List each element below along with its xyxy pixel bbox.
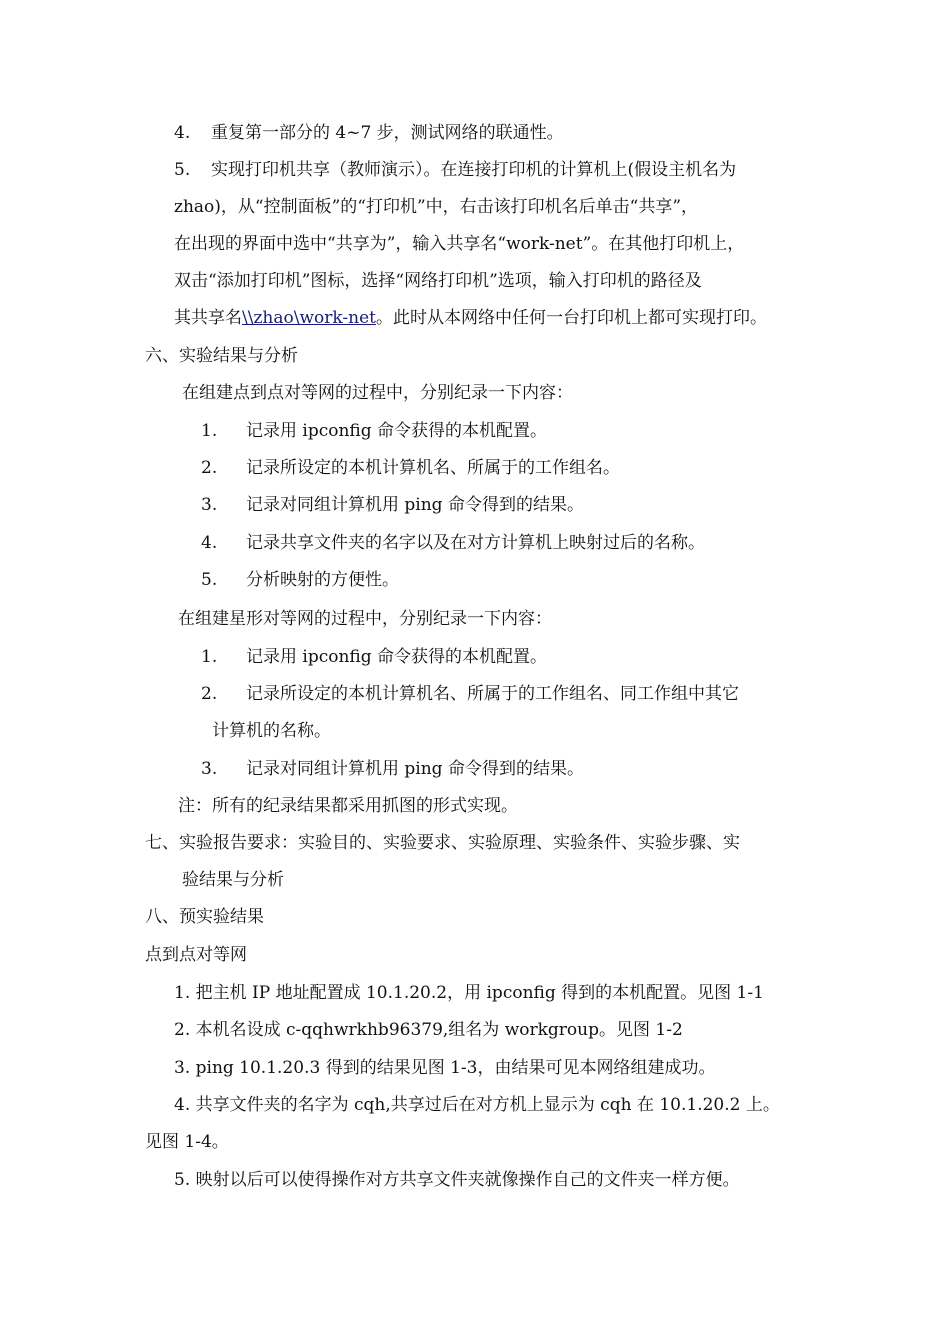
result-item-2: 2. 本机名设成 c-qqhwrkhb96379,组名为 workgroup。见图 1-2 <box>174 1020 683 1040</box>
step-text: 实现打印机共享（教师演示）。在连接打印机的计算机上(假设主机名为 <box>211 160 737 180</box>
p2p-intro: 在组建点到点对等网的过程中，分别纪录一下内容： <box>182 383 573 403</box>
star-item-3 <box>201 758 584 780</box>
step-text: 其共享名 <box>174 308 242 328</box>
star-item-2-cont: 计算机的名称。 <box>212 721 331 741</box>
star-item-2 <box>201 683 739 705</box>
item-text: 记录对同组计算机用 ping 命令得到的结果。 <box>246 495 584 515</box>
share-path-link[interactable]: \\zhao\work-net <box>242 308 376 328</box>
result-item-4-cont: 见图 1-4。 <box>145 1132 229 1152</box>
item-text: 记录共享文件夹的名字以及在对方计算机上映射过后的名称。 <box>246 533 705 553</box>
result-item-1: 1. 把主机 IP 地址配置成 10.1.20.2，用 ipconfig 得到的本机配置。见图 1-1 <box>174 983 764 1003</box>
result-item-3: 3. ping 10.1.20.3 得到的结果见图 1-3，由结果可见本网络组建成功。 <box>174 1058 716 1078</box>
item-number: 2. <box>201 684 218 704</box>
step-5-line-2: zhao)，从“控制面板”的“打印机”中，右击该打印机名后单击“共享”， <box>174 197 699 217</box>
step-text: 。此时从本网络中任何一台打印机上都可实现打印。 <box>375 308 767 328</box>
step-5-line-1 <box>174 159 736 181</box>
step-text: 重复第一部分的 4~7 步，测试网络的联通性。 <box>211 123 564 143</box>
p2p-item-2 <box>201 457 620 479</box>
section-7-line-2: 验结果与分析 <box>182 870 284 890</box>
item-text: 记录对同组计算机用 ping 命令得到的结果。 <box>246 759 584 779</box>
step-number: 5. <box>174 160 191 180</box>
section-8-heading: 八、预实验结果 <box>145 907 264 927</box>
item-number: 3. <box>201 495 218 515</box>
item-number: 4. <box>201 533 218 553</box>
item-number: 1. <box>201 647 218 667</box>
step-5-line-4: 双击“添加打印机”图标，选择“网络打印机”选项，输入打印机的路径及 <box>174 271 702 291</box>
step-number: 4. <box>174 123 191 143</box>
step-5-line-3: 在出现的界面中选中“共享为”，输入共享名“work-net”。在其他打印机上， <box>174 234 745 254</box>
p2p-item-5 <box>201 569 399 591</box>
result-item-4: 4. 共享文件夹的名字为 cqh,共享过后在对方机上显示为 cqh 在 10.1.20.2 上。 <box>174 1095 780 1115</box>
p2p-item-4 <box>201 532 705 554</box>
item-text: 记录所设定的本机计算机名、所属于的工作组名。 <box>246 458 620 478</box>
item-number: 2. <box>201 458 218 478</box>
item-number: 3. <box>201 759 218 779</box>
step-4-line <box>174 122 564 144</box>
item-number: 5. <box>201 570 218 590</box>
section-8-subheading: 点到点对等网 <box>145 945 247 965</box>
item-text: 分析映射的方便性。 <box>246 570 399 590</box>
result-item-5: 5. 映射以后可以使得操作对方共享文件夹就像操作自己的文件夹一样方便。 <box>174 1170 740 1190</box>
step-5-line-5 <box>174 307 767 329</box>
p2p-item-3 <box>201 494 584 516</box>
note: 注：所有的纪录结果都采用抓图的形式实现。 <box>178 796 518 816</box>
item-number: 1. <box>201 421 218 441</box>
p2p-item-1 <box>201 420 547 442</box>
section-7-line-1: 七、实验报告要求：实验目的、实验要求、实验原理、实验条件、实验步骤、实 <box>145 833 740 853</box>
item-text: 记录用 ipconfig 命令获得的本机配置。 <box>246 647 548 667</box>
star-item-1 <box>201 646 547 668</box>
item-text: 记录用 ipconfig 命令获得的本机配置。 <box>246 421 548 441</box>
item-text: 记录所设定的本机计算机名、所属于的工作组名、同工作组中其它 <box>246 684 739 704</box>
section-6-heading: 六、实验结果与分析 <box>145 346 298 366</box>
star-intro: 在组建星形对等网的过程中，分别纪录一下内容： <box>178 609 552 629</box>
